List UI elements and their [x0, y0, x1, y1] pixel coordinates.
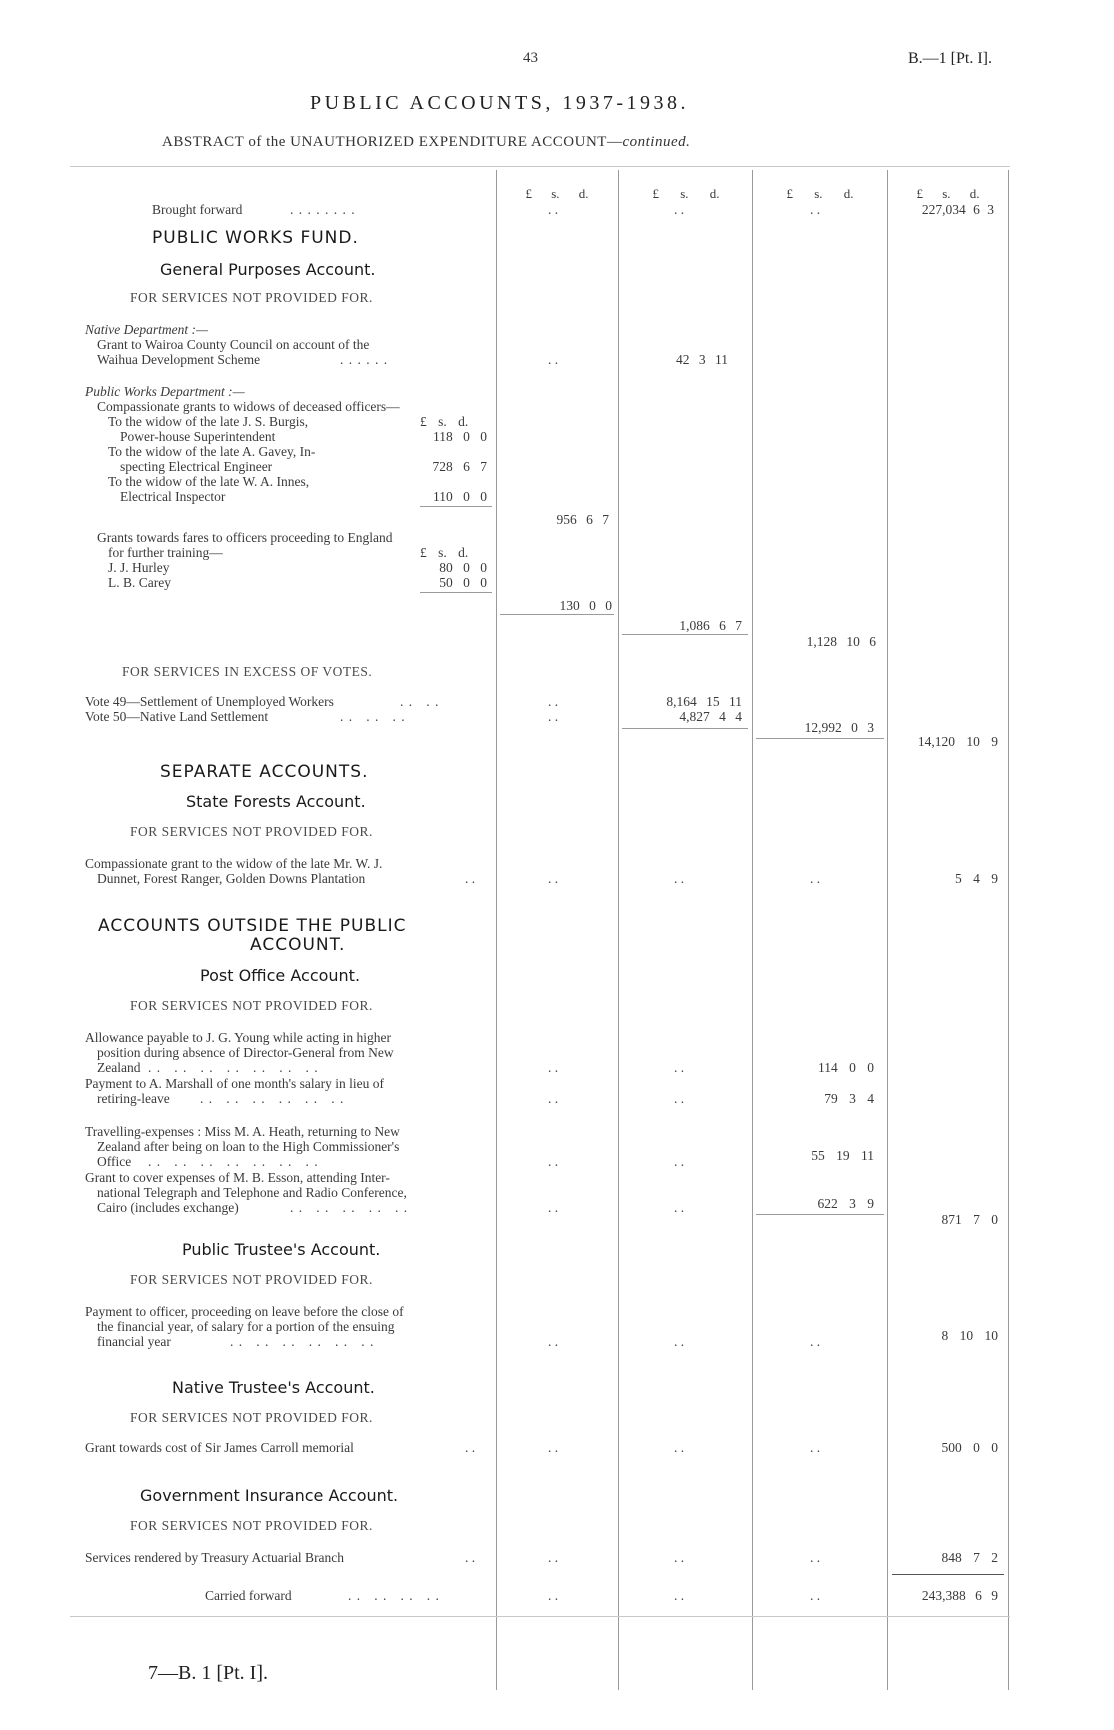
gi-leaders: . .: [465, 1550, 476, 1565]
fund-sum-rule: [756, 738, 884, 739]
native-grant-amount: 42 3 11: [676, 352, 728, 367]
brought-forward-amount: 227,034 6 3: [921, 202, 994, 217]
col-rule-5: [1008, 170, 1009, 1690]
carey-amount: 50 0 0: [439, 575, 487, 590]
marshall-col1: . .: [548, 1091, 559, 1106]
vote50-label: Vote 50—Native Land Settlement: [85, 709, 269, 724]
pt-col1: . .: [548, 1334, 559, 1349]
gi-col2: . .: [674, 1550, 685, 1565]
esson-leaders: . . . . . . . . . .: [290, 1200, 409, 1215]
public-works-fund-title: PUBLIC WORKS FUND.: [152, 228, 359, 248]
widows-sum-rule: [420, 506, 492, 507]
dunnet-col2: . .: [674, 871, 685, 886]
native-trustee-account: Native Trustee's Account.: [172, 1378, 375, 1397]
col1-header: £ s. d.: [525, 186, 589, 201]
gi-col3: . .: [810, 1550, 821, 1565]
young-col1: . .: [548, 1060, 559, 1075]
outside-accounts-title-2: ACCOUNT.: [250, 935, 346, 955]
col-rule-2: [618, 170, 619, 1690]
po-sum-rule: [756, 1214, 884, 1215]
col-rule-4: [887, 170, 888, 1690]
fares-sub-header: £ s. d.: [420, 545, 469, 560]
native-grant-col1: . .: [548, 352, 559, 367]
table-top-rule: [70, 166, 1010, 167]
nt-not-provided-heading: FOR SERVICES NOT PROVIDED FOR.: [130, 1410, 373, 1425]
young-line1: Allowance payable to J. G. Young while acting in higher: [85, 1030, 391, 1045]
widow-gavey-line1: To the widow of the late A. Gavey, In-: [108, 444, 316, 459]
pt-col2: . .: [674, 1334, 685, 1349]
pt-line2: the financial year, of salary for a portion of the ensuing: [97, 1319, 395, 1334]
not-provided-sum-rule: [622, 634, 748, 635]
outside-accounts-title-1: ACCOUNTS OUTSIDE THE PUBLIC: [98, 916, 407, 936]
dunnet-leaders: . .: [465, 871, 476, 886]
gi-line: Services rendered by Treasury Actuarial Branch: [85, 1550, 345, 1565]
pwf-not-provided-heading: FOR SERVICES NOT PROVIDED FOR.: [130, 290, 373, 305]
widow-innes-line2: Electrical Inspector: [120, 489, 226, 504]
native-grant-line1: Grant to Wairoa County Council on account of the: [97, 337, 370, 352]
compassionate-grants-line: Compassionate grants to widows of deceased officers—: [97, 399, 400, 414]
fares-total: 130 0 0: [559, 598, 612, 613]
page-subtitle: [162, 134, 690, 151]
vote49-col1: . .: [548, 694, 559, 709]
esson-col1: . .: [548, 1200, 559, 1215]
sf-not-provided-heading: FOR SERVICES NOT PROVIDED FOR.: [130, 824, 373, 839]
carey-label: L. B. Carey: [108, 575, 171, 590]
widow-burgis-amount: 118 0 0: [433, 429, 487, 444]
brought-forward-col1: . .: [548, 202, 559, 217]
heath-col2: . .: [674, 1154, 685, 1169]
brought-forward-col2: . .: [674, 202, 685, 217]
public-works-dept-heading: Public Works Department :—: [85, 384, 245, 399]
dunnet-line1: Compassionate grant to the widow of the late Mr. W. J.: [85, 856, 383, 871]
carried-col2: . .: [674, 1588, 685, 1603]
col-rule-1: [496, 170, 497, 1690]
excess-total: 12,992 0 3: [804, 720, 874, 735]
young-line3: Zealand: [97, 1060, 141, 1075]
marshall-leaders: . . . . . . . . . . . .: [200, 1091, 345, 1106]
dunnet-col1: . .: [548, 871, 559, 886]
widow-gavey-line2: specting Electrical Engineer: [120, 459, 273, 474]
carried-forward-amount: 243,388 6 9: [921, 1588, 998, 1603]
sub-column-header: £ s. d.: [420, 414, 469, 429]
heath-line3: Office: [97, 1154, 132, 1169]
hurley-amount: 80 0 0: [439, 560, 487, 575]
widow-burgis-line1: To the widow of the late J. S. Burgis,: [108, 414, 309, 429]
col3-header: £ s. d.: [786, 186, 854, 201]
government-insurance-account: Government Insurance Account.: [140, 1486, 399, 1505]
public-trustee-account: Public Trustee's Account.: [182, 1240, 381, 1259]
fares-sum-rule: [420, 592, 492, 593]
young-leaders: . . . . . . . . . . . . . .: [148, 1060, 319, 1075]
heath-amount: 55 19 11: [811, 1148, 874, 1163]
widow-gavey-amount: 728 6 7: [432, 459, 487, 474]
heath-line1: Travelling-expenses : Miss M. A. Heath, returning to New: [85, 1124, 400, 1139]
pt-line1: Payment to officer, proceeding on leave before the close of: [85, 1304, 404, 1319]
table-bottom-rule: [70, 1616, 1010, 1617]
separate-accounts-title: SEPARATE ACCOUNTS.: [160, 762, 369, 782]
vote50-amount: 4,827 4 4: [679, 709, 742, 724]
page-number: 43: [523, 50, 538, 66]
dunnet-amount: 5 4 9: [955, 871, 998, 886]
post-office-account: Post Office Account.: [200, 966, 361, 985]
brought-forward-col3: . .: [810, 202, 821, 217]
widow-innes-amount: 110 0 0: [433, 489, 487, 504]
marshall-line2: retiring-leave: [97, 1091, 170, 1106]
col-rule-3: [752, 170, 753, 1690]
government-insurance-amount: 848 7 2: [941, 1550, 998, 1565]
vote49-leaders: . . . .: [400, 694, 440, 709]
esson-line1: Grant to cover expenses of M. B. Esson, attending Inter-: [85, 1170, 390, 1185]
native-grant-leaders: . . . . . .: [340, 352, 389, 367]
col4-header: £ s. d.: [916, 186, 980, 201]
pt-leaders: . . . . . . . . . . . .: [230, 1334, 375, 1349]
subtitle-main: ABSTRACT of the UNAUTHORIZED EXPENDITURE ACCOUNT—: [162, 134, 623, 150]
fares-line1: Grants towards fares to officers proceeding to England: [97, 530, 393, 545]
native-grant-line2: Waihua Development Scheme: [97, 352, 261, 367]
nt-col3: . .: [810, 1440, 821, 1455]
vote49-amount: 8,164 15 11: [666, 694, 742, 709]
brought-forward-label: Brought forward: [152, 202, 243, 217]
brought-forward-leaders: . . . . . . . .: [290, 202, 356, 217]
marshall-line1: Payment to A. Marshall of one month's salary in lieu of: [85, 1076, 385, 1091]
fares-line2: for further training—: [108, 545, 223, 560]
widow-innes-line1: To the widow of the late W. A. Innes,: [108, 474, 310, 489]
esson-col2: . .: [674, 1200, 685, 1215]
not-provided-total: 1,128 10 6: [806, 634, 876, 649]
page-title: PUBLIC ACCOUNTS, 1937-1938.: [310, 92, 689, 114]
native-trustee-amount: 500 0 0: [941, 1440, 998, 1455]
po-not-provided-heading: FOR SERVICES NOT PROVIDED FOR.: [130, 998, 373, 1013]
marshall-col2: . .: [674, 1091, 685, 1106]
general-purposes-account: General Purposes Account.: [160, 260, 376, 279]
nt-leaders: . .: [465, 1440, 476, 1455]
vote50-col1: . .: [548, 709, 559, 724]
young-amount: 114 0 0: [818, 1060, 874, 1075]
nt-col2: . .: [674, 1440, 685, 1455]
young-line2: position during absence of Director-General from New: [97, 1045, 394, 1060]
carried-forward-leaders: . . . . . . . .: [348, 1588, 440, 1603]
nt-col1: . .: [548, 1440, 559, 1455]
carried-forward-label: Carried forward: [205, 1588, 292, 1603]
excess-sum-rule: [622, 728, 748, 729]
gi-not-provided-heading: FOR SERVICES NOT PROVIDED FOR.: [130, 1518, 373, 1533]
carried-sum-rule: [892, 1574, 1004, 1575]
native-dept-heading: Native Department :—: [85, 322, 208, 337]
vote50-leaders: . . . . . .: [340, 709, 406, 724]
col2-header: £ s. d.: [652, 186, 720, 201]
subtitle-continued: continued.: [622, 134, 691, 150]
pt-not-provided-heading: FOR SERVICES NOT PROVIDED FOR.: [130, 1272, 373, 1287]
dunnet-col3: . .: [810, 871, 821, 886]
page-ref: B.—1 [Pt. I].: [908, 50, 992, 67]
carried-col1: . .: [548, 1588, 559, 1603]
esson-line3: Cairo (includes exchange): [97, 1200, 239, 1215]
pw-sum-rule: [500, 614, 614, 615]
carried-col3: . .: [810, 1588, 821, 1603]
footer-ref: 7—B. 1 [Pt. I].: [148, 1662, 268, 1684]
pt-col3: . .: [810, 1334, 821, 1349]
widows-total: 956 6 7: [556, 512, 609, 527]
esson-line2: national Telegraph and Telephone and Radio Conference,: [97, 1185, 407, 1200]
widow-burgis-line2: Power-house Superintendent: [120, 429, 276, 444]
public-trustee-amount: 8 10 10: [941, 1328, 998, 1343]
pw-dept-total: 1,086 6 7: [679, 618, 742, 633]
post-office-total: 871 7 0: [941, 1212, 998, 1227]
marshall-amount: 79 3 4: [824, 1091, 874, 1106]
nt-line: Grant towards cost of Sir James Carroll memorial: [85, 1440, 354, 1455]
heath-leaders: . . . . . . . . . . . . . .: [148, 1154, 319, 1169]
public-works-fund-total: 14,120 10 9: [917, 734, 998, 749]
vote49-label: Vote 49—Settlement of Unemployed Workers: [85, 694, 334, 709]
dunnet-line2: Dunnet, Forest Ranger, Golden Downs Plantation: [97, 871, 366, 886]
esson-amount: 622 3 9: [817, 1196, 874, 1211]
gi-col1: . .: [548, 1550, 559, 1565]
heath-col1: . .: [548, 1154, 559, 1169]
hurley-label: J. J. Hurley: [108, 560, 170, 575]
excess-votes-heading: FOR SERVICES IN EXCESS OF VOTES.: [122, 664, 373, 679]
pt-line3: financial year: [97, 1334, 171, 1349]
state-forests-account: State Forests Account.: [186, 792, 366, 811]
heath-line2: Zealand after being on loan to the High Commissioner's: [97, 1139, 400, 1154]
young-col2: . .: [674, 1060, 685, 1075]
